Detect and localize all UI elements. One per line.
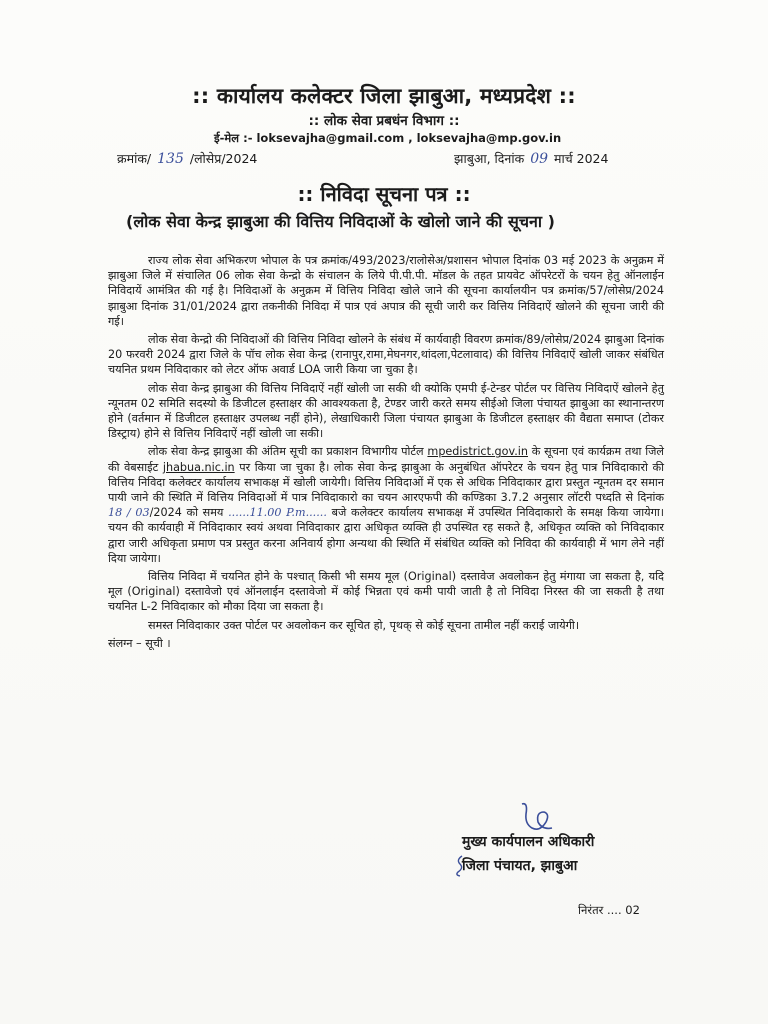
paragraph-4-part-a: लोक सेवा केन्द्र झाबुआ की अंतिम सूची का प्रकाशन विभागीय पोर्टल	[148, 445, 424, 459]
email-secondary: loksevajha@mp.gov.in	[416, 131, 562, 145]
notice-title: :: निविदा सूचना पत्र ::	[297, 182, 471, 206]
email-line	[214, 131, 561, 146]
reference-suffix: /लोसेप्र/2024	[189, 151, 258, 166]
district-website-link[interactable]: jhabua.nic.in	[162, 460, 235, 474]
reference-label: क्रमांक/	[117, 151, 152, 166]
continued-marker: निरंतर .... 02	[578, 903, 640, 917]
portal-link[interactable]: mpedistrict.gov.in	[427, 445, 528, 459]
email-primary: loksevajha@gmail.com	[256, 131, 405, 145]
lottery-date-handwritten: 18 / 03	[108, 506, 150, 520]
paragraph-5: वित्तिय निविदा में चयनित होने के पश्चात् किसी भी समय मूल (Original) दस्तावेज अवलोकन हेतु मंगाया जा सकता है, यदि मूल (Original) दस्तावेजो एवं ऑनलाईन दस्तावेजो में कोई भिन्नता एवं कमी पायी जाती है तो निविदा निरस्त की जा सकती है तथा चयनित L-2 निविदाकार को मौका दिया जा सकता है।	[108, 570, 664, 614]
reference-number	[117, 150, 257, 167]
paragraph-1: राज्य लोक सेवा अभिकरण भोपाल के पत्र क्रमांक/493/2023/रालोसेअ/प्रशासन भोपाल दिनांक 03 मई 2023 के अनुक्रम में झाबुआ जिले में संचालित 06 लोक सेवा केन्द्रो के संचालन के लिये पी.पी.पी. मॉडल के तहत प्रायवेट ऑपरेटरों के चयन हेतु ऑनलाईन निविदायें आमंत्रित की गई है। निविदाओं के अनुक्रम में वित्तिय निविदा खोले जाने की सूचना कार्यालयीन पत्र क्रमांक/57/लोसेप्र/2024 झाबुआ दिनांक 31/01/2024 द्वारा तकनीकी निविदा में पात्र एवं अपात्र की सूची जारी कर वित्तिय निविदाऐं खोलने की सूचना जारी की गई।	[108, 254, 664, 328]
paragraph-3: लोक सेवा केन्द्र झाबुआ की वित्तिय निविदाऐं नहीं खोली जा सकी थी क्योकि एमपी ई-टेन्डर पोर्टल पर वित्तिय निविदाऐं खोलने हेतु न्यूनतम 02 समिति सदस्यो के डिजीटल हस्ताक्षर की आवश्यकता है, टेण्डर जारी करते समय सीईओ जिला पंचायत झाबुआ का स्थानान्तरण होने (वर्तमान में डिजीटल हस्ताक्षर उपलब्ध नहीं होने), लेखाधिकारी जिला पंचायत झाबुआ के डिजीटल हस्ताक्षर की वैद्यता समाप्त (टोकर डिस्ट्राय) होने से वित्तिय निविदाऐं नहीं खोली जा सकी।	[108, 381, 664, 441]
paragraph-2: लोक सेवा केन्द्रो की निविदाओं की वित्तिय निविदा खोलने के संबंध में कार्यवाही विवरण क्रमांक/89/लोसेप्र/2024 झाबुआ दिनांक 20 फरवरी 2024 द्वारा जिले के पॉच लोक सेवा केन्द्र (रानापुर,रामा,मेघनगर,थांदला,पेटलावाद) की वित्तिय निविदाऐं खोली जाकर संबंधित चयनित प्रथम निविदाकार को लेटर ऑफ अवार्ड LOA जारी किया जा चुका है।	[108, 333, 664, 377]
paragraph-4-part-e: बजे कलेक्टर कार्यालय सभाकक्ष में उपस्थित निविदाकारो के समक्ष किया जायेगा। चयन की कार्यवाही में निविदाकार स्वयं अथवा निविदाकार द्वारा अधिकृत व्यक्ति ही उपस्थित रह सकते है, अधिकृत व्यक्ति को निविदाकार द्वारा जारी अधिकृता प्रमाण पत्र प्रस्तुत करना अनिवार्य होगा अन्यथा की स्थिति में संबंधित व्यक्ति को निविदा की कार्यवाही में भाग लेने नहीं दिया जायेगा।	[108, 506, 665, 565]
paragraph-4-part-c: पर किया जा चुका है। लोक सेवा केन्द्र झाबुआ के अनुबंधित ऑपरेटर के चयन हेतु पात्र निविदाकारो की वित्तिय निविदा कलेक्टर कार्यालय सभाकक्ष में खोली जायेगी। वित्तिय निविदाओं में एक से अधिक निविदाकार द्वारा प्रस्तुत न्यूनतम दर समान पायी जाने की स्थिति में वित्तिय निविदाओं में पात्र निविदाकारो का चयन आरएफपी की कण्डिका 3.7.2 अनुसार लॉटरी पध्दति से दिनांक	[108, 460, 665, 505]
place-date-label: झाबुआ, दिनांक	[454, 151, 525, 166]
notice-body	[108, 253, 664, 654]
day-handwritten: 09	[530, 151, 549, 167]
signatory-designation: मुख्य कार्यपालन अधिकारी	[462, 834, 595, 850]
lottery-time-handwritten: ......11.00 P.m......	[228, 506, 327, 520]
month-year: मार्च 2024	[554, 151, 609, 166]
department-subtitle: :: लोक सेवा प्रबधंन विभाग ::	[308, 113, 460, 129]
office-title: :: कार्यालय कलेक्टर जिला झाबुआ, मध्यप्रदेश ::	[192, 84, 576, 108]
issue-date	[454, 150, 608, 167]
signatory-block	[462, 830, 594, 878]
reference-number-handwritten: 135	[157, 151, 184, 167]
email-separator: ,	[408, 131, 413, 145]
paragraph-4-part-d: /2024 को समय	[149, 506, 224, 520]
email-label: ई-मेल :-	[214, 131, 253, 145]
paragraph-6: समस्त निविदाकार उक्त पोर्टल पर अवलोकन कर सूचित हो, पृथक् से कोई सूचना तामील नहीं कराई जायेगी।	[148, 618, 580, 632]
notice-subtitle: (लोक सेवा केन्द्र झाबुआ की वित्तिय निविदाओं के खोलो जाने की सूचना )	[126, 212, 555, 231]
paragraph-4	[108, 444, 664, 566]
paragraph-4-part-b: के सूचना एवं कार्यक्रम तथा जिले की वेबसाईट	[108, 445, 664, 474]
enclosure-note: संलग्न – सूची ।	[108, 636, 171, 650]
signatory-office: जिला पंचायत, झाबुआ	[462, 858, 578, 874]
